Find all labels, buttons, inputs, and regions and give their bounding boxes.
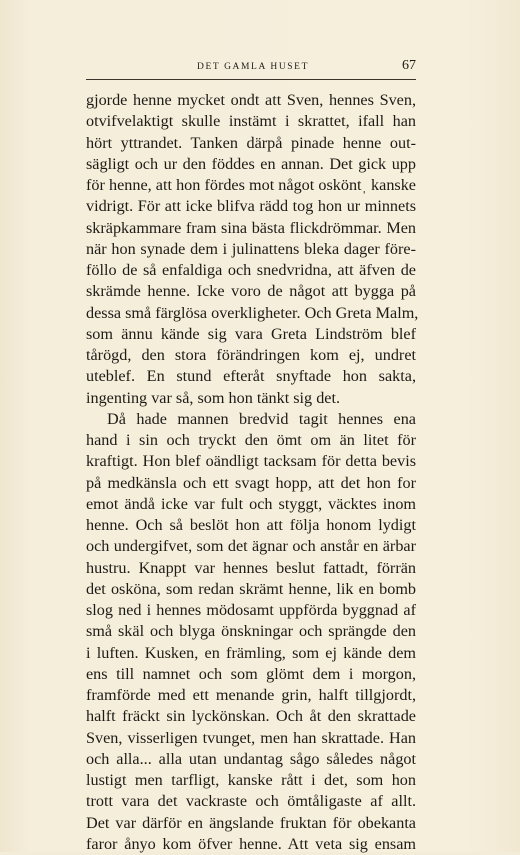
text-line: lustigt men tarfligt, kanske rått i det, som hon (86, 771, 416, 789)
text-line: föllo de så enfaldiga och snedvridna, att äfven de (86, 261, 416, 279)
text-line: Sven, visserligen tvunget, men han skrattade. Han (86, 728, 416, 747)
text-line: framförde med ett menande grin, halft tillgjordt, (86, 686, 416, 704)
text-line: gjorde henne mycket ondt att Sven, hennes Sven, (86, 91, 416, 109)
text-line: som ännu kände sig vara Greta Lindström blef (86, 324, 416, 343)
text-line: i luften. Kusken, en främling, som ej kände dem (86, 643, 416, 662)
text-line: tårögd, den stora förändringen kom ej, undret (86, 346, 416, 364)
body-text (86, 90, 419, 855)
text-line: och undergifvet, som det ägnar och anstår en ärbar (86, 537, 416, 556)
text-line: hört yttrandet. Tanken därpå pinade henne out- (86, 133, 416, 152)
text-line: för henne, att hon fördes mot något osköntˌ kanske (86, 176, 416, 194)
text-line: skräpkammare fram sina bästa flickdrömmar. Men (86, 218, 416, 237)
paragraph-end-line: ingenting var så, som hon tänkt sig det. (86, 388, 341, 407)
text-line: dessa små färglösa overkligheter. Och Greta Malm, (86, 303, 419, 322)
text-line: små skäl och blyga önskningar och sprängde den (86, 622, 416, 641)
text-line: faror ånyo kom öfver henne. Att veta sig ensam (86, 834, 416, 853)
text-line: när hon synade dem i julinattens bleka dager före- (86, 239, 416, 258)
text-line: sägligt och ur den föddes en annan. Det gick upp (86, 154, 416, 173)
text-line: emot ändå icke var fult och styggt, väcktes inom (86, 494, 416, 513)
text-line: otvifvelaktigt skulle instämt i skrattet, ifall han (86, 112, 416, 131)
text-line: på medkänsla och ett svagt hopp, att det hon for (86, 473, 416, 492)
text-line: det osköna, som redan skrämt henne, lik en bomb (86, 579, 416, 598)
text-line: slog ned i hennes mödosamt uppförda byggnad af (86, 601, 416, 619)
text-line: kraftigt. Hon blef oändligt tacksam för detta bevis (86, 452, 416, 471)
text-line: vidrigt. För att icke blifva rädd tog hon ur minnets (86, 197, 416, 216)
text-line: skrämde henne. Icke voro de något att bygga på (86, 282, 416, 301)
paragraph-start-line: Då hade mannen bredvid tagit hennes ena (107, 409, 416, 428)
text-line: halft fräckt sin lyckönskan. Och åt den skrattade (86, 707, 416, 726)
page-header (90, 58, 416, 78)
header-rule (86, 79, 416, 80)
text-line: trott vara det vackraste och ömtåligaste af allt. (86, 792, 416, 811)
text-line: hustru. Knappt var hennes beslut fattadt, förrän (86, 558, 416, 577)
page-number: 67 (402, 58, 416, 73)
running-title: DET GAMLA HUSET (197, 62, 309, 72)
text-line: uteblef. En stund efteråt snyftade hon sakta, (86, 367, 416, 386)
text-line: ens till namnet och som glömt dem i morgon, (86, 664, 416, 683)
text-line: och alla... alla utan undantag sågo således något (86, 749, 416, 768)
text-line: hand i sin och tryckt den ömt om än litet för (86, 431, 416, 449)
text-line: Det var därför en ängslande fruktan för obekanta (86, 813, 416, 832)
text-line: henne. Och så beslöt hon att följa honom lydigt (86, 516, 416, 534)
